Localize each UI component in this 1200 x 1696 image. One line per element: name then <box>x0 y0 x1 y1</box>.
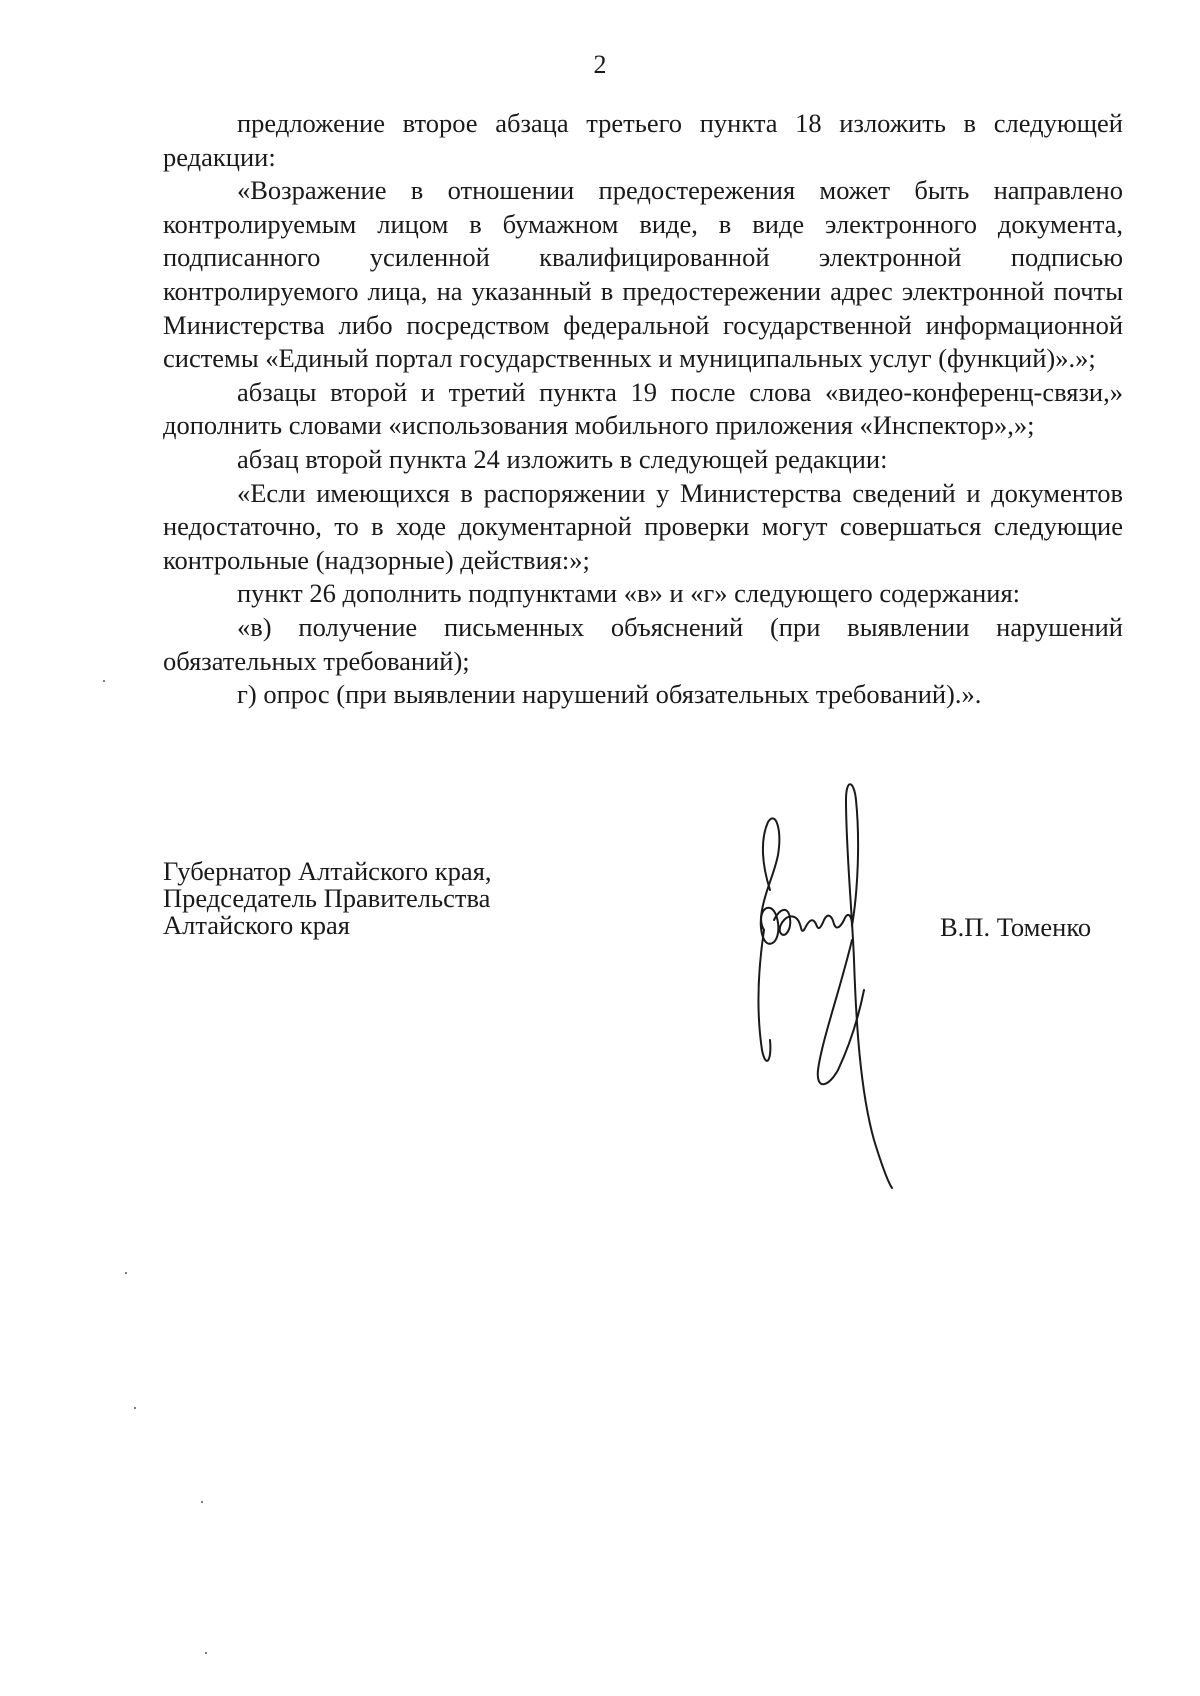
paragraph: г) опрос (при выявлении нарушений обязательных требований).». <box>237 679 982 710</box>
paragraph: «в) получение письменных объяснений (при выявлении нарушений обязательных требований); <box>163 611 1123 676</box>
paragraph: пункт 26 дополнить подпунктами «в» и «г» следующего содержания: <box>237 578 1021 609</box>
signer-name: В.П. Томенко <box>940 912 1092 942</box>
handwritten-signature <box>748 770 898 1190</box>
signatory-title <box>163 858 613 939</box>
page-number: 2 <box>593 50 607 79</box>
signatory-title-line: Председатель Правительства <box>163 883 491 913</box>
scan-speck <box>201 1501 203 1503</box>
scan-speck <box>103 680 105 682</box>
paragraph: абзацы второй и третий пункта 19 после слова «видео-конференц-связи,» дополнить словами «использования мобильного приложения «Инспектор»,»; <box>163 376 1123 441</box>
paragraph: абзац второй пункта 24 изложить в следующей редакции: <box>237 443 888 474</box>
scan-speck <box>134 1407 136 1409</box>
signatory-title-line: Алтайского края <box>163 910 350 940</box>
paragraph: предложение второе абзаца третьего пункта 18 изложить в следующей редакции: <box>163 108 1123 172</box>
scan-speck <box>125 1272 127 1274</box>
document-body <box>163 107 1123 712</box>
paragraph: «Возражение в отношении предостережения может быть направлено контролируемым лицом в бумажном виде, в виде электронного документа, подписанного усиленной квалифицированной электронной подписью контролируемого лица, на указанный в предостережении адрес электронной почты Министерства либо посредством федеральной государственной информационной системы «Единый портал государственных и муниципальных услуг (функций)».»; <box>163 175 1123 374</box>
signatory-title-line: Губернатор Алтайского края, <box>163 856 492 886</box>
paragraph: «Если имеющихся в распоряжении у Министерства сведений и документов недостаточно, то в ходе документарной проверки могут совершаться следующие контрольные (надзорные) действия:»; <box>163 477 1123 575</box>
scan-speck <box>205 1652 207 1654</box>
